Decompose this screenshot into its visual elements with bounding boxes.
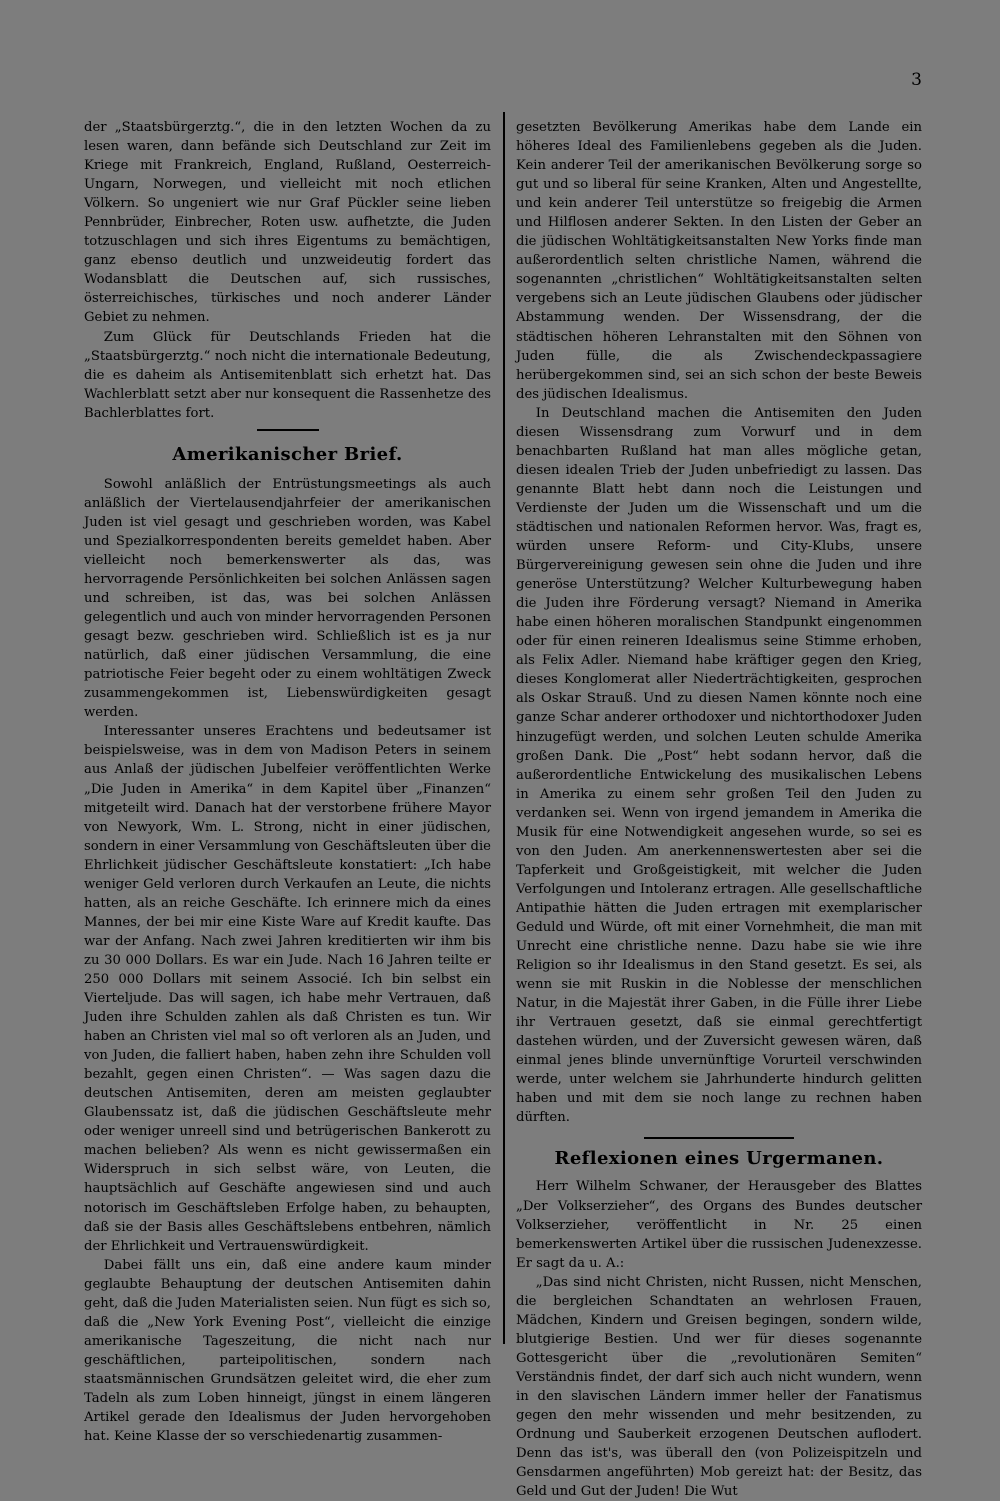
page-number: 3: [911, 70, 922, 90]
right-column: [516, 118, 922, 1501]
article-paragraph: In Deutschland machen die Antisemiten den Juden diesen Wissensdrang zum Vorwurf und in dem benachbarten Rußland hat man alles mögliche getan, diesen idealen Trieb der Juden unbefriedigt zu lassen. Das genannte Blatt hebt dann noch die Leistungen und Verdienste der Juden um die Wissenschaft und um die städtischen und nationalen Reformen hervor. Was, fragt es, würden unsere Reform- und City-Klubs, unsere Bürgervereinigung gewesen sein ohne die Juden und ihre generöse Unterstützung? Welcher Kulturbewegung haben die Juden ihre Förderung versagt? Niemand in Amerika habe einen höheren moralischen Standpunkt eingenommen oder für einen reineren Idealismus seine Stimme erhoben, als Felix Adler. Niemand habe kräftiger gegen den Krieg, dieses Konglomerat aller Niederträchtigkeiten, gesprochen als Oskar Strauß. Und zu diesen Namen könnte noch eine ganze Schar anderer orthodoxer und nichtorthodoxer Juden hinzugefügt werden, und solchen Leuten schulde Amerika großen Dank. Die „Post“ hebt sodann hervor, daß die außerordentliche Entwickelung des musikalischen Lebens in Amerika zu einem sehr großen Teil den Juden zu verdanken sei. Wenn von irgend jemandem in Amerika die Musik für eine Notwendigkeit angesehen wurde, so sei es von den Juden. Am anerkennenswertesten aber sei die Tapferkeit und Großgeistigkeit, mit welcher die Juden Verfolgungen und Intoleranz ertragen. Alle gesellschaftliche Antipathie hätten die Juden ertragen mit exemplarischer Geduld und Würde, oft mit einer Vornehmheit, die man mit Unrecht eine christliche nenne. Dazu habe sie wie ihre Religion so ihr Idealismus in den Stand gesetzt. Es sei, als wenn sie mit Ruskin in die Noblesse der menschlichen Natur, in die Majestät ihrer Gaben, in die Fülle ihrer Liebe ihr Vertrauen gesetzt, daß sie einmal gerechtfertigt dastehen würden, und der Zuversicht gewesen wären, daß einmal jenes blinde unvernünftige Vorurteil verschwinden werde, unter welchem sie Jahrhunderte hindurch gelitten haben und mit dem sie noch lange zu rechnen haben dürften.: [516, 405, 922, 1126]
article-paragraph: „Das sind nicht Christen, nicht Russen, nicht Menschen, die bergleichen Schandtaten an wehrlosen Frauen, Mädchen, Kindern und Greisen begingen, sondern wilde, blutgierige Bestien. Und wer für dieses sogenannte Gottesgericht über die „revolutionären Semiten“ Verständnis findet, der darf sich auch nicht wundern, wenn in den slavischen Ländern immer heller der Fanatismus gegen den mehr wissenden und mehr besitzenden, zu Ordnung und Sauberkeit erzogenen Deutschen auflodert. Denn das ist's, was überall den (von Polizeispitzeln und Gensdarmen angeführten) Mob gereizt hat: der Besitz, das Geld und Gut der Juden! Die Wut: [516, 1274, 922, 1500]
section-divider: [257, 429, 319, 431]
article-paragraph: der „Staatsbürgerztg.“, die in den letzten Wochen da zu lesen waren, dann befände sich Deutschland zur Zeit im Kriege mit Frankreich, England, Rußland, Oesterreich-Ungarn, Norwegen, und vielleicht mit noch etlichen Völkern. So ungeniert wie nur Graf Pückler seine lieben Pennbrüder, Einbrecher, Roten usw. aufhetzte, die Juden totzuschlagen und sich ihres Eigentums zu bemächtigen, ganz ebenso deutlich und unzweideutig fordert das Wodansblatt die Deutschen auf, sich russisches, österreichisches, türkisches und noch anderer Länder Gebiet zu nehmen.: [84, 120, 491, 326]
article-paragraph: gesetzten Bevölkerung Amerikas habe dem Lande ein höheres Ideal des Familienlebens gegeben als die Juden. Kein anderer Teil der amerikanischen Bevölkerung sorge so gut und so liberal für seine Kranken, Alten und Angestellte, und kein anderer Teil unterstütze so freigebig die Armen und Hilflosen anderer Sekten. In den Listen der Geber an die jüdischen Wohltätigkeitsanstalten New Yorks finde man außerordentlich selten christliche Namen, während die sogenannten „christlichen“ Wohltätigkeitsanstalten selten vergebens sich an Leute jüdischen Glaubens oder jüdischer Abstammung wenden. Der Wissensdrang, der die städtischen höheren Lehranstalten mit den Söhnen von Juden fülle, die als Zwischendeckpassagiere herübergekommen sind, sei an sich schon der beste Beweis des jüdischen Idealismus.: [516, 120, 922, 402]
article-paragraph: Herr Wilhelm Schwaner, der Herausgeber des Blattes „Der Volkserzieher“, des Organs des Bundes deutscher Volkserzieher, veröffentlicht in Nr. 25 einen bemerkenswerten Artikel über die russischen Judenexzesse. Er sagt da u. A.:: [516, 1179, 922, 1271]
article-paragraph: Zum Glück für Deutschlands Frieden hat die „Staatsbürgerztg.“ noch nicht die internationale Bedeutung, die es daheim als Antisemitenblatt sich erhetzt hat. Das Wachlerblatt setzt aber nur konsequent die Rassenhetze des Bachlerblattes fort.: [84, 329, 491, 421]
article-paragraph: Sowohl anläßlich der Entrüstungsmeetings als auch anläßlich der Viertelausendjahrfeier der amerikanischen Juden ist viel gesagt und geschrieben worden, was Kabel und Spezialkorrespondenten bereits gemeldet haben. Aber vielleicht noch bemerkenswerter als das, was hervorragende Persönlichkeiten bei solchen Anlässen sagen und schreiben, ist das, was bei solchen Anlässen gelegentlich und auch von minder hervorragenden Personen gesagt bezw. geschrieben wird. Schließlich ist es ja nur natürlich, daß einer jüdischen Versammlung, die eine patriotische Feier begeht oder zu einem wohltätigen Zweck zusammengekommen ist, Liebenswürdigkeiten gesagt werden.: [84, 476, 491, 721]
section-heading-amerikanischer-brief: Amerikanischer Brief.: [172, 443, 403, 465]
section-heading-reflexionen: Reflexionen eines Urgermanen.: [554, 1148, 884, 1170]
left-column: [84, 118, 491, 1446]
article-paragraph: Dabei fällt uns ein, daß eine andere kaum minder geglaubte Behauptung der deutschen Antisemiten dahin geht, daß die Juden Materialisten seien. Nun fügt es sich so, daß die „New York Evening Post“, vielleicht die einzige amerikanische Tageszeitung, die nicht nach nur geschäftlichen, parteipolitischen, sondern nach staatsmännischen Grundsätzen geleitet wird, die eher zum Tadeln als zum Loben hinneigt, jüngst in einem längeren Artikel gerade den Idealismus der Juden hervorgehoben hat. Keine Klasse der so verschiedenartig zusammen-: [84, 1257, 491, 1445]
section-divider: [644, 1137, 794, 1139]
column-rule: [503, 112, 505, 1344]
article-paragraph: Interessanter unseres Erachtens und bedeutsamer ist beispielsweise, was in dem von Madison Peters in seinem aus Anlaß der jüdischen Jubelfeier veröffentlichten Werke „Die Juden in Amerika“ in dem Kapitel über „Finanzen“ mitgeteilt wird. Danach hat der verstorbene frühere Mayor von Newyork, Wm. L. Strong, nicht in einer jüdischen, sondern in einer Versammlung von Geschäftsleuten über die Ehrlichkeit jüdischer Geschäftsleute konstatiert: „Ich habe weniger Geld verloren durch Verkaufen an Leute, die nichts hatten, als an reiche Geschäfte. Ich erinnere mich da eines Mannes, der bei mir eine Kiste Ware auf Kredit kaufte. Das war der Anfang. Nach zwei Jahren kreditierten wir ihm bis zu 30 000 Dollars. Es war ein Jude. Nach 16 Jahren teilte er 250 000 Dollars mit seinem Associé. Ich bin selbst ein Vierteljude. Das will sagen, ich habe mehr Vertrauen, daß Juden ihre Schulden zahlen als daß Christen es tun. Wir haben an Christen viel mal so oft verloren als an Juden, und von Juden, die falliert haben, haben zehn ihre Schulden voll bezahlt, gegen einen Christen“. — Was sagen dazu die deutschen Antisemiten, deren am meisten geglaubter Glaubenssatz ist, daß die jüdischen Geschäftsleute mehr oder weniger unreell sind und betrügerischen Bankerott zu machen belieben? Als wenn es nicht gewissermaßen ein Widerspruch in sich selbst wäre, von Leuten, die hauptsächlich auf Geschäfte angewiesen sind und auch notorisch im Geschäftsleben Erfolge haben, zu behaupten, daß sie der Basis alles Geschäftslebens entbehren, nämlich der Ehrlichkeit und Vertrauenswürdigkeit.: [84, 724, 491, 1254]
